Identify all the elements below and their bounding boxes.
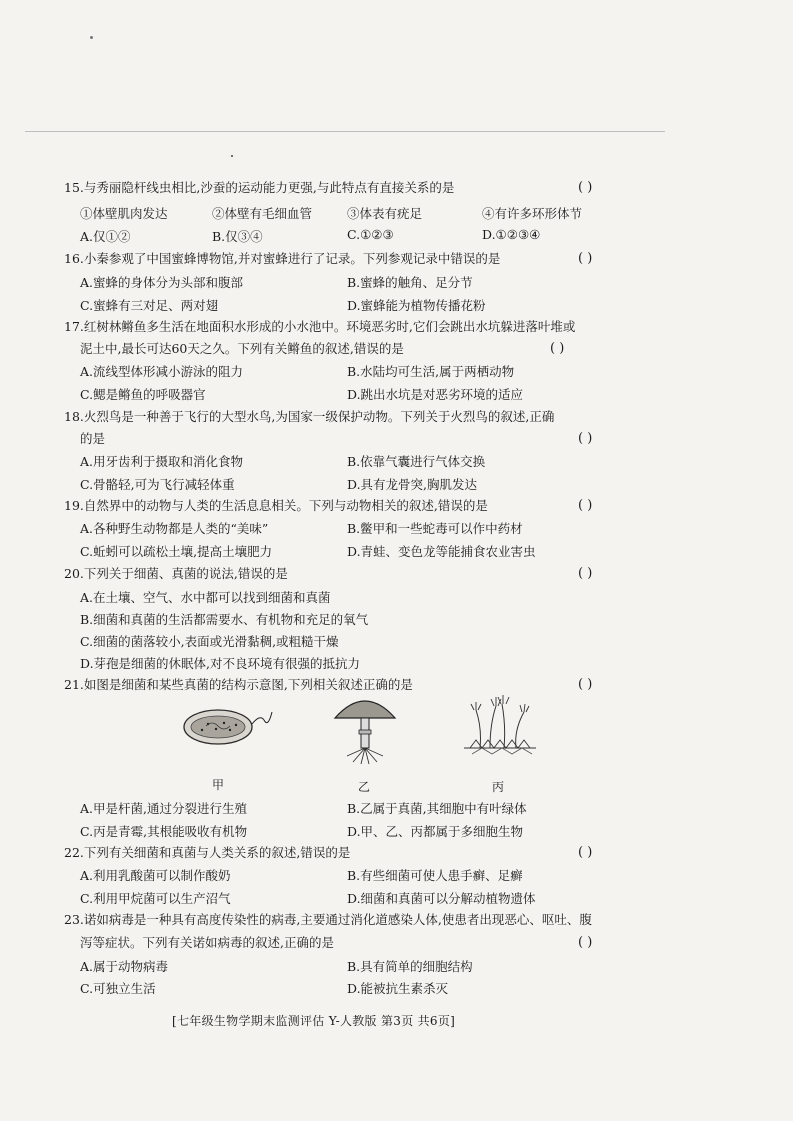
q16-option-b[interactable]: B.蜜蜂的触角、足分节 — [347, 275, 473, 290]
q20-option-a[interactable]: A.在土壤、空气、水中都可以找到细菌和真菌 — [80, 590, 331, 605]
figure-label-yi: 乙 — [358, 780, 371, 794]
q16-option-a[interactable]: A.蜜蜂的身体分为头部和腹部 — [80, 275, 244, 290]
q16-option-d[interactable]: D.蜜蜂能为植物传播花粉 — [347, 298, 486, 313]
q21-option-c[interactable]: C.丙是青霉,其根能吸收有机物 — [80, 824, 248, 839]
q22-option-a[interactable]: A.利用乳酸菌可以制作酸奶 — [80, 868, 231, 883]
answer-bracket-19[interactable]: ( ) — [578, 498, 593, 513]
q19-option-b[interactable]: B.鳖甲和一些蛇毒可以作中药材 — [347, 521, 523, 536]
q20-option-b[interactable]: B.细菌和真菌的生活都需要水、有机物和充足的氧气 — [80, 612, 369, 627]
question-17-stem-line1: 17.红树林鳉鱼多生活在地面积水形成的小水池中。环境恶劣时,它们会跳出水坑躲进落叶堆或 — [64, 319, 576, 334]
q21-option-a[interactable]: A.甲是杆菌,通过分裂进行生殖 — [80, 801, 247, 816]
answer-bracket-16[interactable]: ( ) — [578, 251, 593, 266]
question-18-stem-line2: 的是 — [80, 431, 106, 446]
q18-option-c[interactable]: C.骨骼轻,可为飞行减轻体重 — [80, 477, 235, 492]
question-18-stem-line1: 18.火烈鸟是一种善于飞行的大型水鸟,为国家一级保护动物。下列关于火烈鸟的叙述,正确 — [64, 409, 555, 424]
q17-option-d[interactable]: D.跳出水坑是对恶劣环境的适应 — [347, 387, 524, 402]
answer-bracket-18[interactable]: ( ) — [578, 431, 593, 446]
q22-option-b[interactable]: B.有些细菌可使人患手癣、足癣 — [347, 868, 523, 883]
question-22-stem: 22.下列有关细菌和真菌与人类关系的叙述,错误的是 — [64, 845, 351, 860]
bacterium-figure — [178, 700, 273, 755]
q19-option-c[interactable]: C.蚯蚓可以疏松土壤,提高土壤肥力 — [80, 544, 273, 559]
question-20-stem: 20.下列关于细菌、真菌的说法,错误的是 — [64, 566, 288, 581]
q23-option-a[interactable]: A.属于动物病毒 — [80, 959, 169, 974]
q20-option-d[interactable]: D.芽孢是细菌的休眠体,对不良环境有很强的抵抗力 — [80, 656, 361, 671]
answer-bracket-20[interactable]: ( ) — [578, 566, 593, 581]
figure-label-bing: 丙 — [492, 780, 505, 794]
mushroom-figure — [330, 690, 400, 770]
scan-speck — [231, 155, 233, 157]
mold-figure — [460, 688, 540, 768]
q15-item-3: ③体表有疣足 — [347, 206, 423, 221]
question-19-stem: 19.自然界中的动物与人类的生活息息相关。下列与动物相关的叙述,错误的是 — [64, 498, 488, 513]
question-21-stem: 21.如图是细菌和某些真菌的结构示意图,下列相关叙述正确的是 — [64, 677, 413, 692]
q18-option-b[interactable]: B.依靠气囊进行气体交换 — [347, 454, 486, 469]
q17-option-c[interactable]: C.鳃是鳉鱼的呼吸器官 — [80, 387, 206, 402]
question-15-stem: 15.与秀丽隐杆线虫相比,沙蚕的运动能力更强,与此特点有直接关系的是 — [64, 180, 455, 195]
page-divider — [25, 131, 665, 132]
q23-option-c[interactable]: C.可独立生活 — [80, 981, 156, 996]
answer-bracket-22[interactable]: ( ) — [578, 845, 593, 860]
q19-option-d[interactable]: D.青蛙、变色龙等能捕食农业害虫 — [347, 544, 536, 559]
q15-option-d[interactable]: D.①②③④ — [482, 227, 541, 242]
q22-option-c[interactable]: C.利用甲烷菌可以生产沼气 — [80, 891, 231, 906]
q15-item-4: ④有许多环形体节 — [482, 206, 583, 221]
q20-option-c[interactable]: C.细菌的菌落较小,表面或光滑黏稠,或粗糙干燥 — [80, 634, 339, 649]
q23-option-d[interactable]: D.能被抗生素杀灭 — [347, 981, 449, 996]
q21-option-d[interactable]: D.甲、乙、丙都属于多细胞生物 — [347, 824, 524, 839]
q19-option-a[interactable]: A.各种野生动物都是人类的“美味” — [80, 521, 269, 536]
question-16-stem: 16.小秦参观了中国蜜蜂博物馆,并对蜜蜂进行了记录。下列参观记录中错误的是 — [64, 251, 501, 266]
figure-label-jia: 甲 — [212, 778, 225, 792]
q22-option-d[interactable]: D.细菌和真菌可以分解动植物遗体 — [347, 891, 536, 906]
answer-bracket-23[interactable]: ( ) — [578, 935, 593, 950]
answer-bracket-15[interactable]: ( ) — [578, 180, 593, 195]
q18-option-d[interactable]: D.具有龙骨突,胸肌发达 — [347, 477, 478, 492]
question-23-stem-line2: 泻等症状。下列有关诺如病毒的叙述,正确的是 — [80, 935, 334, 950]
q15-option-c[interactable]: C.①②③ — [347, 227, 394, 242]
q17-option-b[interactable]: B.水陆均可生活,属于两栖动物 — [347, 364, 515, 379]
q15-option-a[interactable]: A.仅①② — [80, 229, 131, 244]
q16-option-c[interactable]: C.蜜蜂有三对足、两对翅 — [80, 298, 219, 313]
answer-bracket-21[interactable]: ( ) — [578, 677, 593, 692]
q23-option-b[interactable]: B.具有简单的细胞结构 — [347, 959, 473, 974]
q21-option-b[interactable]: B.乙属于真菌,其细胞中有叶绿体 — [347, 801, 527, 816]
question-23-stem-line1: 23.诺如病毒是一种具有高度传染性的病毒,主要通过消化道感染人体,使患者出现恶心、呕吐、腹 — [64, 912, 592, 927]
q18-option-a[interactable]: A.用牙齿利于摄取和消化食物 — [80, 454, 244, 469]
q17-option-a[interactable]: A.流线型体形减小游泳的阻力 — [80, 364, 244, 379]
q15-item-1: ①体壁肌肉发达 — [80, 206, 168, 221]
answer-bracket-17[interactable]: ( ) — [550, 341, 565, 356]
scan-speck — [90, 36, 93, 39]
q15-item-2: ②体壁有毛细血管 — [212, 206, 313, 221]
question-17-stem-line2: 泥土中,最长可达60天之久。下列有关鳉鱼的叙述,错误的是 — [80, 341, 404, 356]
q15-option-b[interactable]: B.仅③④ — [212, 229, 263, 244]
page-footer: [七年级生物学期末监测评估 Y-人教版 第3页 共6页] — [172, 1014, 456, 1028]
